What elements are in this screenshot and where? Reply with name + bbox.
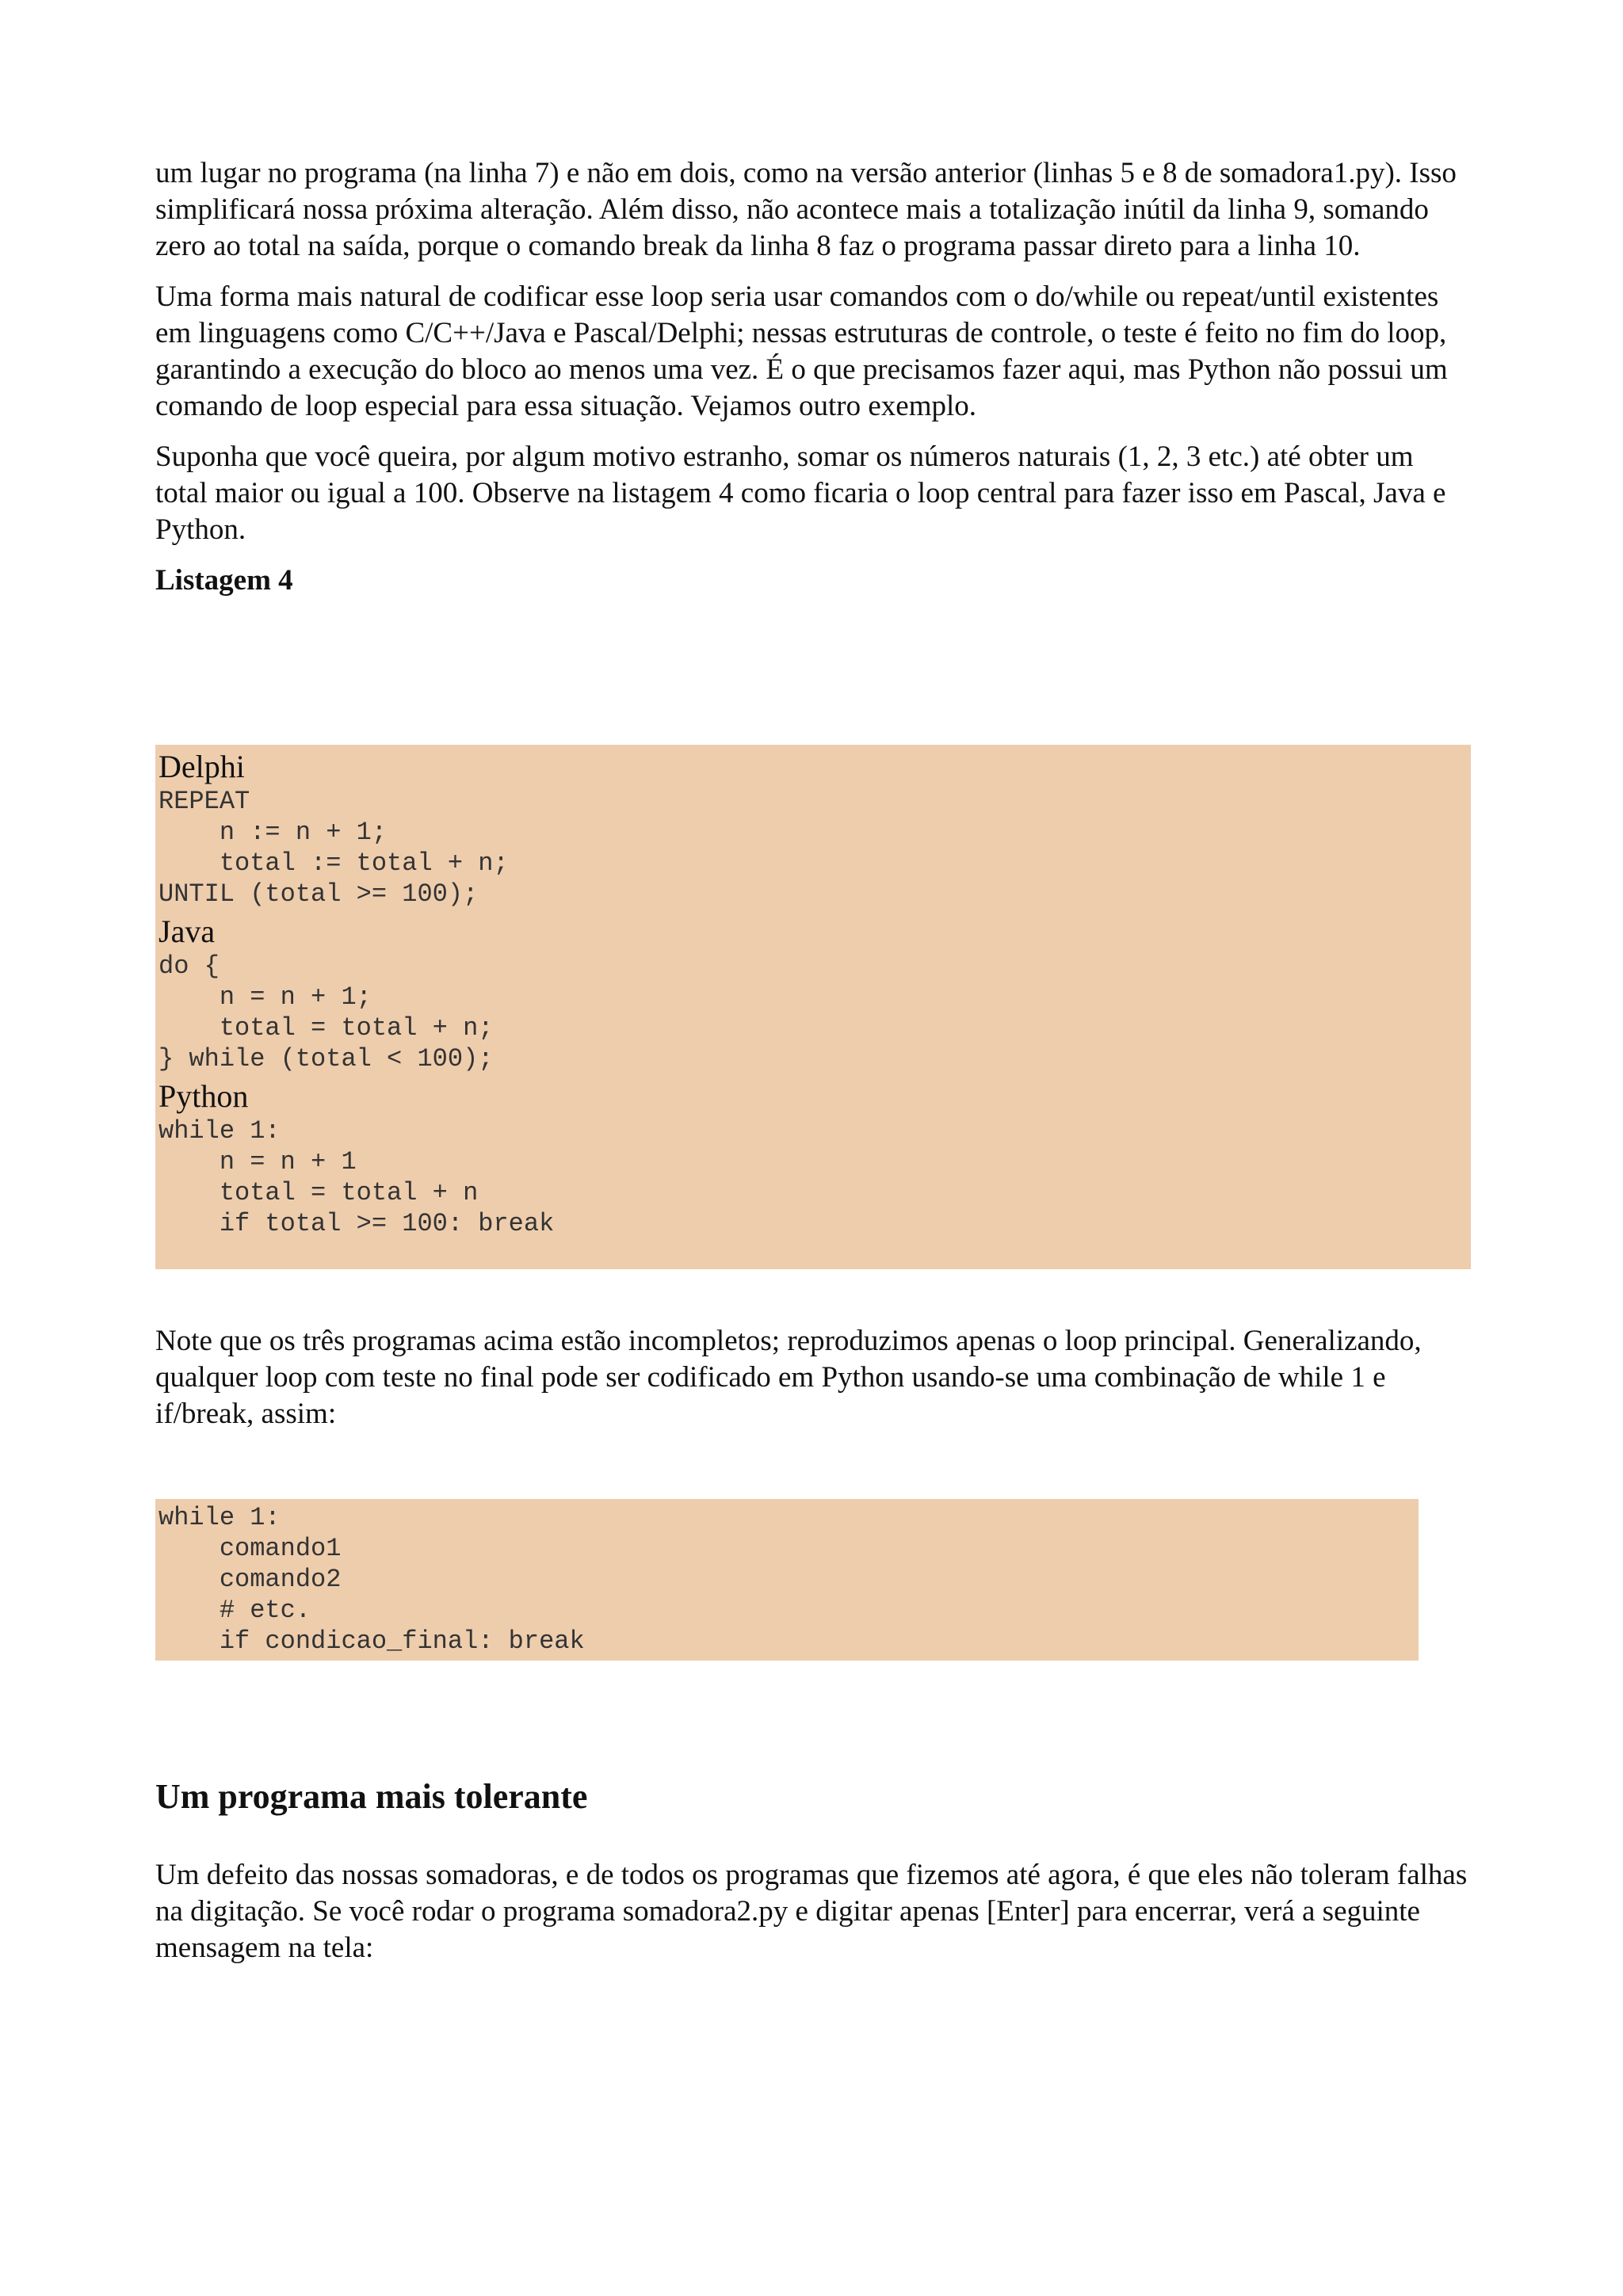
intro-block [155, 155, 1471, 599]
paragraph-3: Suponha que você queira, por algum motivo estranho, somar os números naturais (1, 2, 3 etc.) até obter um total maior ou igual a 100. Observe na listagem 4 como ficaria o loop central para fazer isso em Pascal, Java e Python. [155, 441, 1446, 546]
delphi-code: REPEAT n := n + 1; total := total + n; UNTIL (total >= 100); [158, 787, 509, 909]
paragraph-2: Uma forma mais natural de codificar esse loop seria usar comandos com o do/while ou repeat/until existentes em linguagens como C/C++/Java e Pascal/Delphi; nessas estruturas de controle, o teste é feito no fim do loop, garantindo a execução do bloco ao menos uma vez. É o que precisamos fazer aqui, mas Python não possui um comando de loop especial para essa situação. Vejamos outro exemplo. [155, 280, 1448, 422]
section-heading: Um programa mais tolerante [155, 1777, 588, 1816]
paragraph-1: um lugar no programa (na linha 7) e não em dois, como na versão anterior (linhas 5 e 8 de somadora1.py). Isso simplificará nossa próxima alteração. Além disso, não acontece mais a totalização inútil da linha 9, somando zero ao total na saída, porque o comando break da linha 8 faz o programa passar direto para a linha 10. [155, 157, 1457, 262]
java-label: Java [158, 913, 216, 949]
java-code: do { n = n + 1; total = total + n; } while (total < 100); [158, 952, 494, 1074]
paragraph-4: Note que os três programas acima estão incompletos; reproduzimos apenas o loop principal. Generalizando, qualquer loop com teste no final pode ser codificado em Python usando-se uma combinação de while 1 e if/break, assim: [155, 1325, 1422, 1430]
delphi-label: Delphi [158, 749, 245, 784]
listing-title: Listagem 4 [155, 564, 293, 597]
paragraph-5: Um defeito das nossas somadoras, e de todos os programas que fizemos até agora, é que eles não toleram falhas na digitação. Se você rodar o programa somadora2.py e digitar apenas [Enter] para encerrar, verá a seguinte mensagem na tela: [155, 1859, 1468, 1964]
listing-4-code-box [155, 745, 1471, 1269]
python-code: while 1: n = n + 1 total = total + n if total >= 100: break [158, 1116, 555, 1238]
generalization-block [155, 1323, 1471, 1447]
python-label: Python [158, 1078, 249, 1114]
generic-loop-code: while 1: comando1 comando2 # etc. if condicao_final: break [158, 1503, 585, 1656]
generic-loop-code-box [155, 1499, 1419, 1661]
section-body-block [155, 1857, 1471, 1981]
